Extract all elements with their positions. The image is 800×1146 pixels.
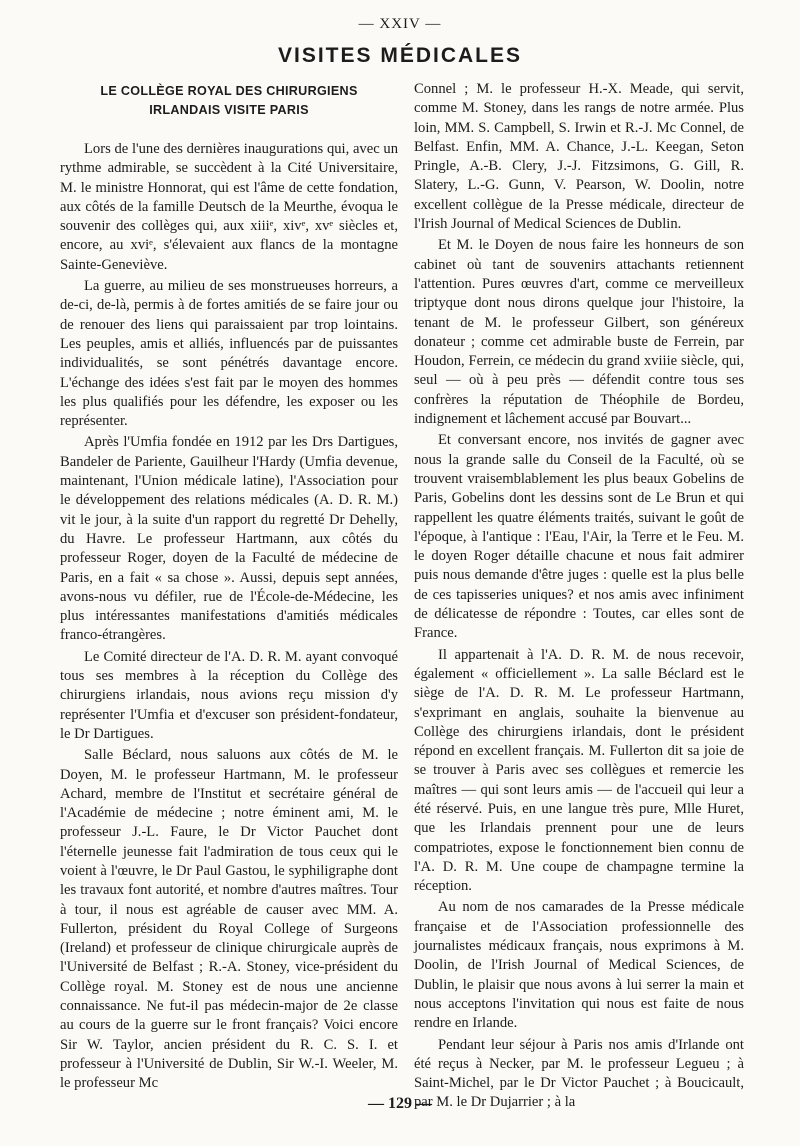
page-number: — 129 — xyxy=(368,1095,432,1112)
article-title xyxy=(60,82,398,120)
running-folio: — XXIV — xyxy=(358,16,442,32)
paragraph: Il appartenait à l'A. D. R. M. de nous recevoir, également « officiellement ». La salle Béclard est le siège de l'A. D. R. M. Le professeur Hartmann, s'exprimant en anglais, souhaite la bienvenue au Collège des chirurgiens irlandais, dont le président répond en excellent français. M. Fullerton dit sa joie de se trouver à Paris avec ses collègues et remercie les maîtres — qui sont leurs amis — de l'accueil qui leur a été réservé. Puis, en une langue très pure, Mlle Huret, que les Irlandais prennent pour une de leurs compatriotes, expose le fonctionnement bien connu de l'A. D. R. M. Une coupe de champagne termine la réception. xyxy=(414,646,744,895)
article-title-line2: IRLANDAIS VISITE PARIS xyxy=(149,103,309,117)
paragraph: Salle Béclard, nous saluons aux côtés de M. le Doyen, M. le professeur Hartmann, M. le professeur Achard, membre de l'Institut et secrétaire général de l'Académie de médecine ; notre éminent ami, M. le professeur J.-L. Faure, le Dr Victor Pauchet dont l'éternelle jeunesse fait l'admiration de tous ceux qui le voient à l'œuvre, le Dr Paul Gastou, le syphiligraphe dont les travaux font autorité, et nombre d'autres maîtres. Tour à tour, il nous est agréable de causer avec MM. A. Fullerton, président du Royal College of Surgeons (Ireland) et professeur de clinique chirurgicale auprès de l'Université de Belfast ; R.-A. Stoney, vice-président du Collège royal. M. Stoney est de nous une ancienne connaissance. Ne fut-il pas médecin-major de 2e classe au cours de la guerre sur le front français? Voici encore Sir W. Taylor, ancien président du R. C. S. I. et professeur à l'Université de Dublin, Sir W.-I. Weeler, M. le professeur Mc xyxy=(60,747,398,1092)
paragraph: Lors de l'une des dernières inaugurations qui, avec un rythme admirable, se succèdent à la Cité Universitaire, M. le ministre Honnorat, qui est l'âme de cette fondation, aux côtés de la famille Deutsch de la Meurthe, évoqua le souvenir des collèges qui, aux xiiiᵉ, xivᵉ, xvᵉ siècles et, encore, au xviᵉ, s'élevaient aux flancs de la montagne Sainte-Geneviève. xyxy=(60,141,398,273)
paragraph: Pendant leur séjour à Paris nos amis d'Irlande ont été reçus à Necker, par M. le professeur Legueu ; à Saint-Michel, par le Dr Victor Pauchet ; à Boucicault, par M. le Dr Dujarrier ; à la xyxy=(414,1036,744,1111)
paragraph: Au nom de nos camarades de la Presse médicale française et de l'Association professionnelle des journalistes médicaux français, nous exprimons à M. Doolin, de l'Irish Journal of Medical Sciences, de Dublin, le plaisir que nous avons à lui serrer la main et nous acceptons l'invitation qui nous est faite de nous rendre en Irlande. xyxy=(414,899,744,1032)
paragraph: Après l'Umfia fondée en 1912 par les Drs Dartigues, Bandeler de Pariente, Gauilheur l'Hardy (Umfia devenue, maintenant, l'Union médicale latine), l'Association pour le développement des relations médicales (A. D. R. M.) vit le jour, à la suite d'un rapport du regretté Dr Dehelly, du Havre. Le professeur Hartmann, aux côtés du professeur Roger, doyen de la Faculté de médecine de Paris, en a fait « sa chose ». Aussi, depuis sept années, avons-nous vu défiler, rue de l'École-de-Médecine, les plus intéressantes manifestations d'amitiés médicales franco-étrangères. xyxy=(60,434,398,644)
paragraph-continued: Connel ; M. le professeur H.-X. Meade, qui servit, comme M. Stoney, dans les rangs de notre armée. Plus loin, MM. S. Campbell, S. Irwin et R.-J. Mc Connel, de Belfast. Enfin, MM. A. Chance, J.-L. Keegan, Seton Pringle, A.-B. Clery, J.-J. Fitzsimons, G. Gill, R. Slatery, L.-G. Gunn, V. Pearson, W. Doolin, notre excellent collègue de la Presse médicale, directeur de l'Irish Journal of Medical Sciences de Dublin. xyxy=(414,81,744,233)
paragraph: Le Comité directeur de l'A. D. R. M. ayant convoqué tous ses membres à la réception du Collège des chirurgiens irlandais, nous avions reçu mission d'y représenter l'Umfia et d'excuser son président-fondateur, le Dr Dartigues. xyxy=(60,648,398,742)
section-title: VISITES MÉDICALES xyxy=(277,44,523,67)
article-title-line1: LE COLLÈGE ROYAL DES CHIRURGIENS xyxy=(100,84,358,98)
left-column xyxy=(60,80,398,1096)
right-column xyxy=(414,80,744,1115)
paragraph: La guerre, au milieu de ses monstrueuses horreurs, a de-ci, de-là, permis à de fortes amitiés de se faire jour ou de renouer des liens qui paraissaient par trop lointains. Les peuples, amis et alliés, influencés par de puissantes individualités, se sont pénétrés davantage encore. L'échange des idées s'est fait par le moyen des hommes les plus qualifiés pour les défendre, les exposer ou les représenter. xyxy=(60,278,398,430)
paragraph: Et M. le Doyen de nous faire les honneurs de son cabinet où tant de souvenirs attachants retiennent l'attention. Pures œuvres d'art, comme ce merveilleux triptyque dont nous dirons quelque jour l'histoire, la tenant de M. le professeur Gilbert, son généreux donateur ; comme cet admirable buste de Ferrein, par Houdon, Ferrein, ce médecin du grand xviiie siècle, qui, seul — où à peu près — défendit contre tous ses confrères la réputation de Théophile de Bordeu, indignement et lâchement accusé par Bouvart... xyxy=(414,237,744,428)
paragraph: Et conversant encore, nos invités de gagner avec nous la grande salle du Conseil de la Faculté, où se trouvent vraisemblablement les plus beaux Gobelins de Paris, Gobelins dont les dessins sont de Le Brun et qui rappellent les quatre éléments traités, suivant le goût de l'époque, à l'antique : l'Eau, l'Air, la Terre et le Feu. M. le doyen Roger détaille chacune et nous fait admirer puis nous demande d'être juges : quelle est la plus belle de ces tapisseries uniques? et nos amis avec infiniment de délicatesse de répondre : Toutes, car elles sont de France. xyxy=(414,432,744,642)
